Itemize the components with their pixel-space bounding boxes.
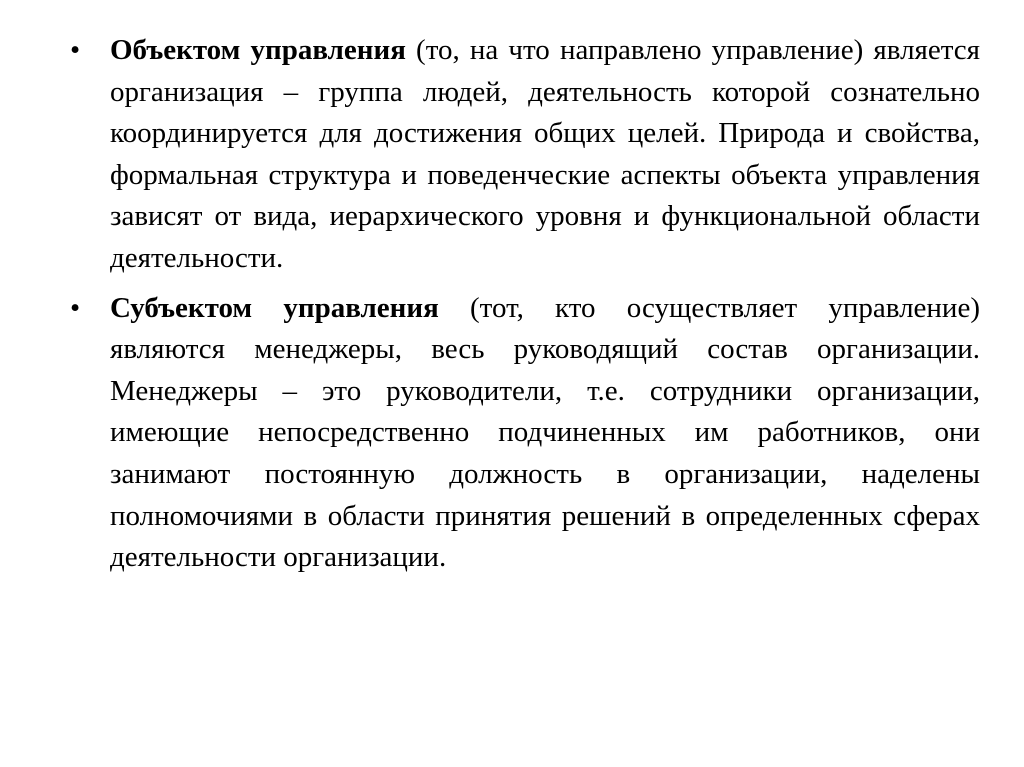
- term-subject-of-management: Субъектом управления: [110, 291, 439, 324]
- bullet-item-object: [60, 30, 980, 280]
- bullet-text: [110, 30, 980, 280]
- bullet-text: [110, 288, 980, 579]
- term-object-of-management: Объектом управления: [110, 34, 406, 66]
- definition-object-of-management: (то, на что направлено управление) является организация – группа людей, деятельность которой сознательно координируется для достижения общих целей. Природа и свойства, формальная структура и поведенческие аспекты объекта управления зависят от вида, иерархического уровня и функциональной области деятельности.: [110, 34, 980, 274]
- definition-subject-of-management: (тот, кто осуществляет управление) являются менеджеры, весь руководящий состав организации. Менеджеры – это руководители, т.е. сотрудники организации, имеющие непосредственно подчиненных им работников, они занимают постоянную должность в организации, наделены полномочиями в области принятия решений в определенных сферах деятельности организации.: [110, 291, 980, 574]
- bullet-marker: •: [70, 34, 81, 66]
- bullet-item-subject: [60, 288, 980, 579]
- bullet-list: [60, 30, 980, 587]
- bullet-marker: •: [70, 291, 81, 324]
